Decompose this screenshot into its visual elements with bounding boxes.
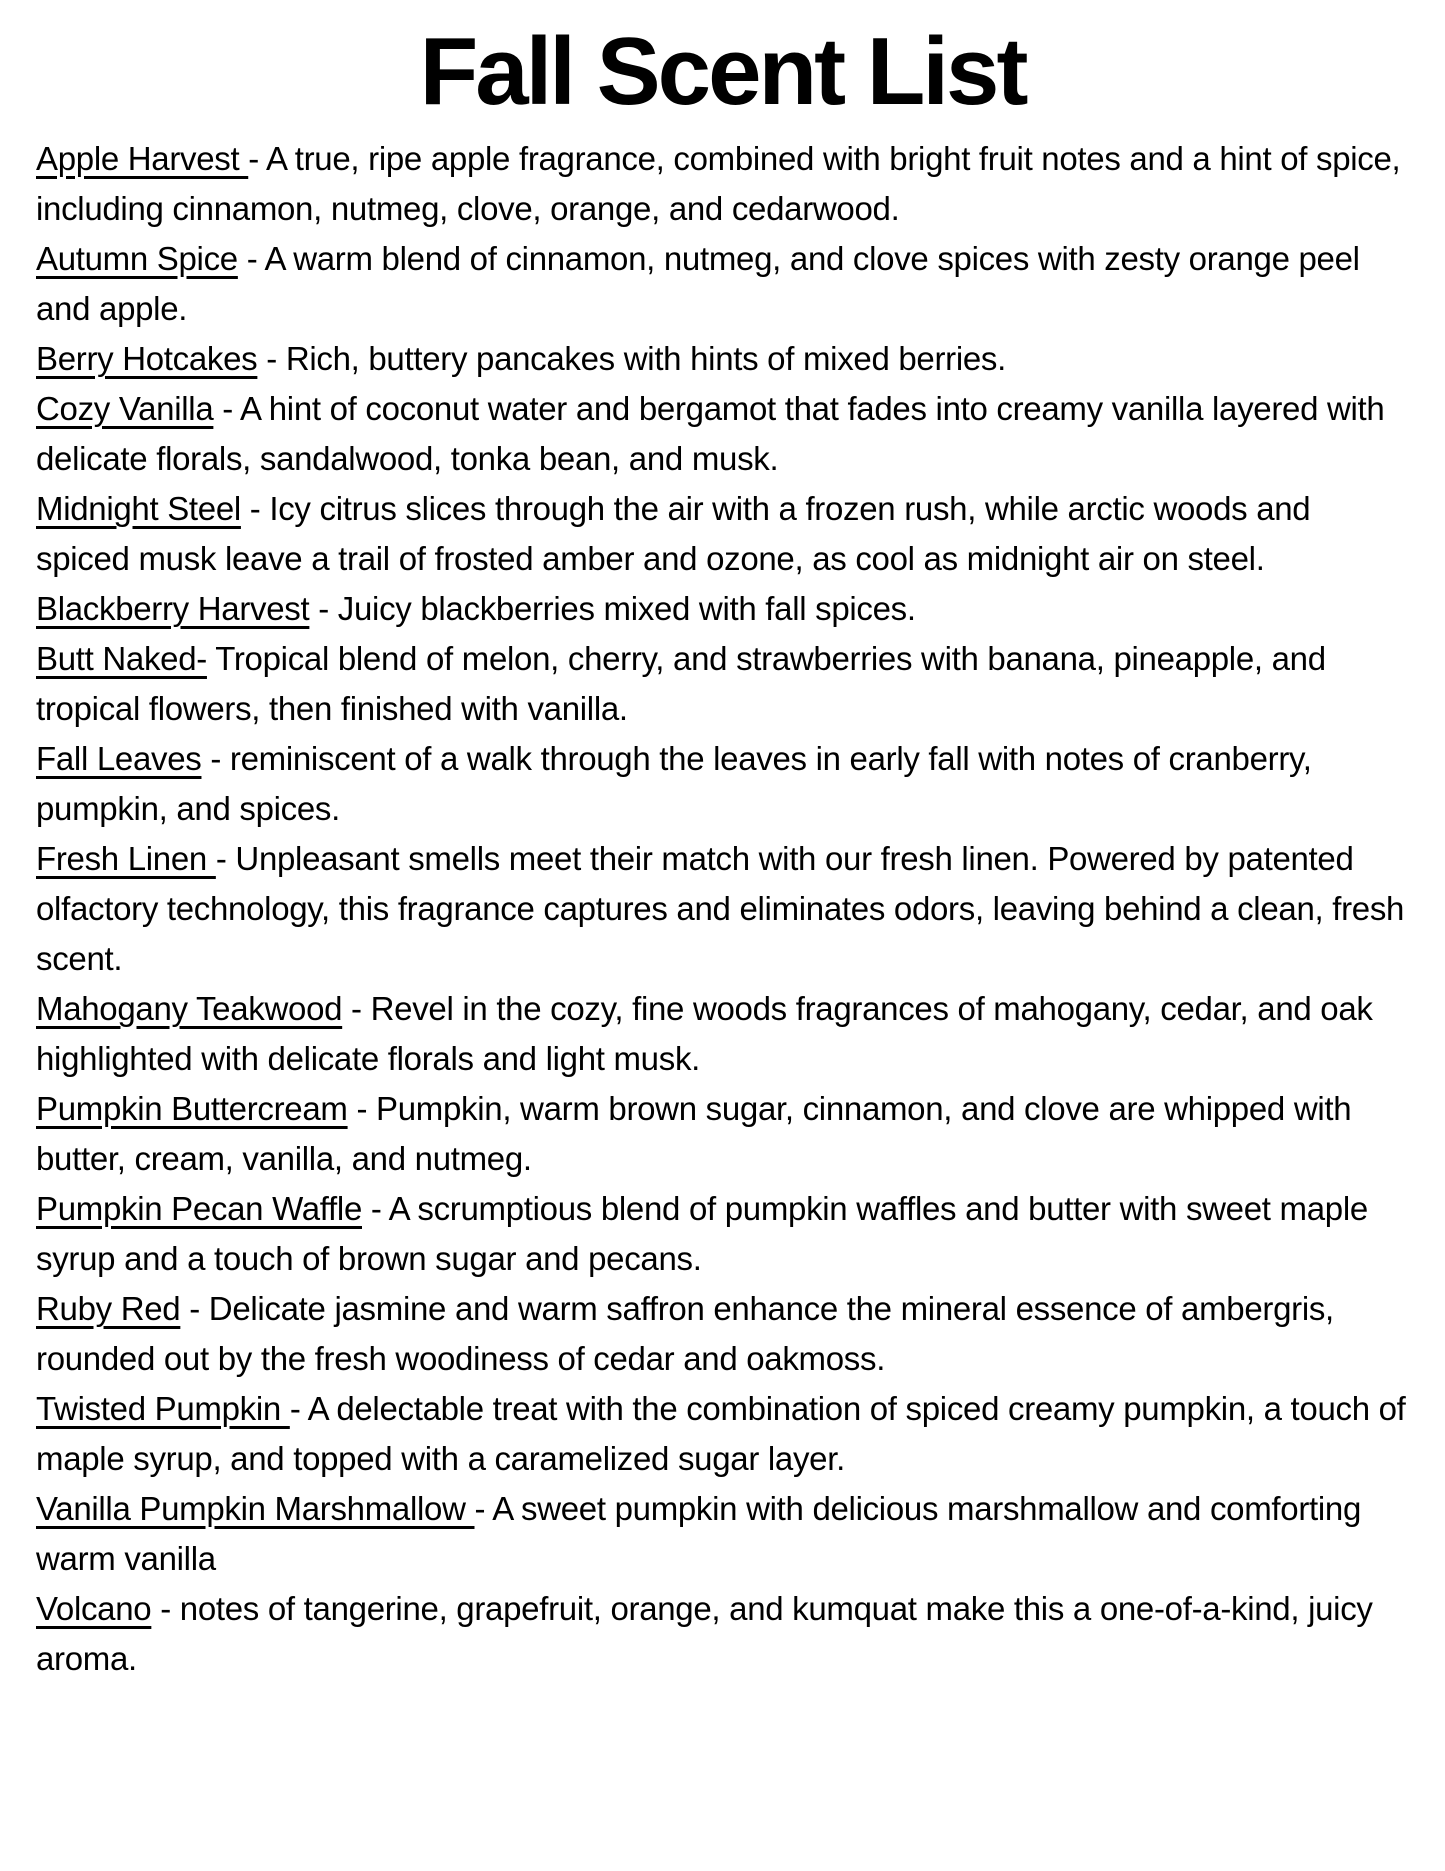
scent-entry xyxy=(36,584,1409,634)
scent-name: Berry Hotcakes xyxy=(36,340,258,377)
scent-name: Mahogany Teakwood xyxy=(36,990,343,1027)
scent-name: Pumpkin Pecan Waffle xyxy=(36,1190,362,1227)
scent-description: reminiscent of a walk through the leaves in early fall with notes of cranberry, pumpkin, and spices. xyxy=(36,740,1321,827)
scent-name: Twisted Pumpkin xyxy=(36,1390,290,1427)
scent-separator: - xyxy=(309,590,338,627)
scent-separator: - xyxy=(289,1390,308,1427)
scent-separator: - xyxy=(201,740,230,777)
scent-description: Rich, buttery pancakes with hints of mixed berries. xyxy=(285,340,1007,377)
scent-entry xyxy=(36,234,1409,334)
scent-entry xyxy=(36,834,1413,984)
scent-name: Fresh Linen xyxy=(36,840,216,877)
scent-separator: - xyxy=(237,240,265,277)
scent-name: Autumn Spice xyxy=(36,240,238,277)
scent-name: Fall Leaves xyxy=(36,740,202,777)
scent-name: Vanilla Pumpkin Marshmallow xyxy=(36,1490,475,1527)
scent-description: Unpleasant smells meet their match with our fresh linen. Powered by patented olfactory technology, this fragrance captures and eliminates odors, leaving behind a clean, fresh scent. xyxy=(36,840,1413,977)
scent-separator: - xyxy=(151,1590,180,1627)
scent-description: A delectable treat with the combination of spiced creamy pumpkin, a touch of maple syrup, and topped with a caramelized sugar layer. xyxy=(36,1390,1415,1477)
scent-description: Juicy blackberries mixed with fall spices. xyxy=(337,590,916,627)
scent-description: Revel in the cozy, fine woods fragrances of mahogany, cedar, and oak highlighted with delicate florals and light musk. xyxy=(36,990,1382,1077)
scent-name: Volcano xyxy=(36,1590,152,1627)
page-title: Fall Scent List xyxy=(419,18,1026,125)
scent-name: Butt Naked- xyxy=(36,640,207,677)
scent-separator xyxy=(207,640,215,677)
scent-separator: - xyxy=(362,1190,389,1227)
scent-entry xyxy=(36,734,1409,834)
scent-description: Icy citrus slices through the air with a frozen rush, while arctic woods and spiced musk leave a trail of frosted amber and ozone, as cool as midnight air on steel. xyxy=(36,490,1320,577)
scent-entry xyxy=(36,334,1409,384)
scent-entry xyxy=(36,1084,1409,1184)
scent-entry xyxy=(36,134,1409,234)
scent-separator: - xyxy=(213,390,240,427)
scent-entry xyxy=(36,1184,1409,1284)
scent-description: A scrumptious blend of pumpkin waffles and butter with sweet maple syrup and a touch of brown sugar and pecans. xyxy=(36,1190,1377,1277)
scent-entry xyxy=(36,634,1409,734)
scent-list xyxy=(0,126,1445,1684)
scent-description: A hint of coconut water and bergamot that fades into creamy vanilla layered with delicate florals, sandalwood, tonka bean, and musk. xyxy=(36,390,1394,477)
scent-name: Cozy Vanilla xyxy=(36,390,214,427)
scent-description: Delicate jasmine and warm saffron enhance the mineral essence of ambergris, rounded out by the fresh woodiness of cedar and oakmoss. xyxy=(36,1290,1343,1377)
scent-separator: - xyxy=(248,140,266,177)
scent-description: A true, ripe apple fragrance, combined with bright fruit notes and a hint of spice, including cinnamon, nutmeg, clove, orange, and cedarwood. xyxy=(36,140,1410,227)
scent-name: Blackberry Harvest xyxy=(36,590,310,627)
scent-name: Ruby Red xyxy=(36,1290,181,1327)
scent-name: Midnight Steel xyxy=(36,490,241,527)
scent-description: Tropical blend of melon, cherry, and strawberries with banana, pineapple, and tropical flowers, then finished with vanilla. xyxy=(36,640,1335,727)
scent-entry xyxy=(36,1484,1409,1584)
scent-separator: - xyxy=(257,340,286,377)
scent-description: A warm blend of cinnamon, nutmeg, and clove spices with zesty orange peel and apple. xyxy=(36,240,1369,327)
scent-separator: - xyxy=(215,840,236,877)
scent-description: notes of tangerine, grapefruit, orange, and kumquat make this a one-of-a-kind, juicy aroma. xyxy=(36,1590,1382,1677)
scent-name: Pumpkin Buttercream xyxy=(36,1090,348,1127)
scent-entry xyxy=(36,384,1409,484)
scent-separator: - xyxy=(240,490,270,527)
scent-separator: - xyxy=(474,1490,493,1527)
scent-separator: - xyxy=(347,1090,377,1127)
scent-entry xyxy=(36,984,1409,1084)
scent-entry xyxy=(36,1384,1415,1484)
scent-name: Apple Harvest xyxy=(36,140,249,177)
scent-entry xyxy=(36,484,1409,584)
scent-description: Pumpkin, warm brown sugar, cinnamon, and clove are whipped with butter, cream, vanilla, and nutmeg. xyxy=(36,1090,1361,1177)
scent-entry xyxy=(36,1284,1409,1384)
scent-description: A sweet pumpkin with delicious marshmallow and comforting warm vanilla xyxy=(36,1490,1370,1577)
scent-separator: - xyxy=(180,1290,209,1327)
scent-separator: - xyxy=(342,990,371,1027)
scent-entry xyxy=(36,1584,1409,1684)
